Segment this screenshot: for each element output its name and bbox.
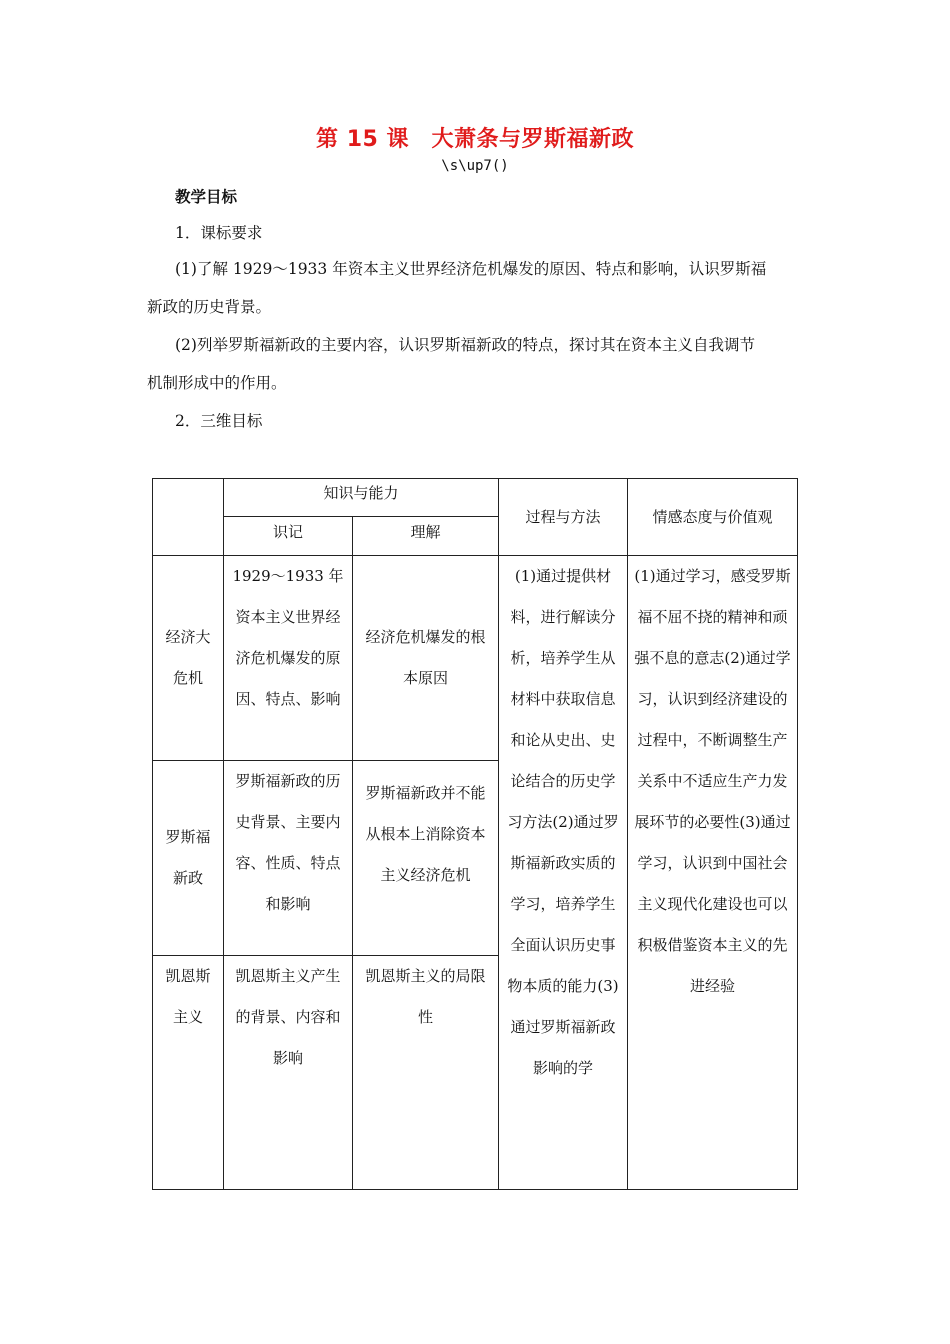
table-corner-cell (153, 479, 224, 556)
field-code-text: \s\up7() (441, 158, 509, 174)
subsection-three-dimensional-goals: 2．三维目标 (175, 412, 263, 430)
attitude-values-cell: (1)通过学习，感受罗斯福不屈不挠的精神和顽强不息的意志(2)通过学习，认识到经济建设的过程中，不断调整生产关系中不适应生产力发展环节的必要性(3)通过学习，认识到中国社会主义现代化建设也可以积极借鉴资本主义的先进经验 (628, 556, 798, 1190)
header-understand: 理解 (353, 517, 499, 556)
row-understand-economic-crisis: 经济危机爆发的根本原因 (353, 556, 499, 761)
process-method-cell: (1)通过提供材料，进行解读分析，培养学生从材料中获取信息和论从史出、史论结合的历史学习方法(2)通过罗斯福新政实质的学习，培养学生全面认识历史事物本质的能力(3)通过罗斯福新政影响的学 (499, 556, 628, 1190)
table-row (153, 556, 798, 761)
table-header-row (153, 479, 798, 517)
requirement-2-line-2: 机制形成中的作用。 (147, 374, 287, 392)
goals-table (152, 478, 798, 1190)
row-topic-keynesianism: 凯恩斯主义 (153, 956, 224, 1190)
section-heading-teaching-goals: 教学目标 (175, 188, 238, 206)
row-understand-new-deal: 罗斯福新政并不能从根本上消除资本主义经济危机 (353, 761, 499, 956)
header-knowledge-ability: 知识与能力 (224, 479, 499, 517)
requirement-2-line-1: (2)列举罗斯福新政的主要内容，认识罗斯福新政的特点，探讨其在资本主义自我调节 (175, 336, 755, 354)
row-recall-new-deal: 罗斯福新政的历史背景、主要内容、性质、特点和影响 (224, 761, 353, 956)
header-recall: 识记 (224, 517, 353, 556)
header-process-method: 过程与方法 (499, 479, 628, 556)
requirement-1-line-2: 新政的历史背景。 (147, 298, 272, 316)
row-topic-economic-crisis: 经济大危机 (153, 556, 224, 761)
header-attitude-values: 情感态度与价值观 (628, 479, 798, 556)
row-recall-keynesianism: 凯恩斯主义产生的背景、内容和影响 (224, 956, 353, 1190)
page-title: 第 15 课 大萧条与罗斯福新政 (316, 127, 634, 152)
row-recall-economic-crisis: 1929～1933 年资本主义世界经济危机爆发的原因、特点、影响 (224, 556, 353, 761)
row-topic-new-deal: 罗斯福新政 (153, 761, 224, 956)
subsection-curriculum-requirements: 1．课标要求 (175, 224, 263, 242)
row-understand-keynesianism: 凯恩斯主义的局限性 (353, 956, 499, 1190)
requirement-1-line-1: (1)了解 1929～1933 年资本主义世界经济危机爆发的原因、特点和影响，认识罗斯福 (175, 260, 767, 278)
